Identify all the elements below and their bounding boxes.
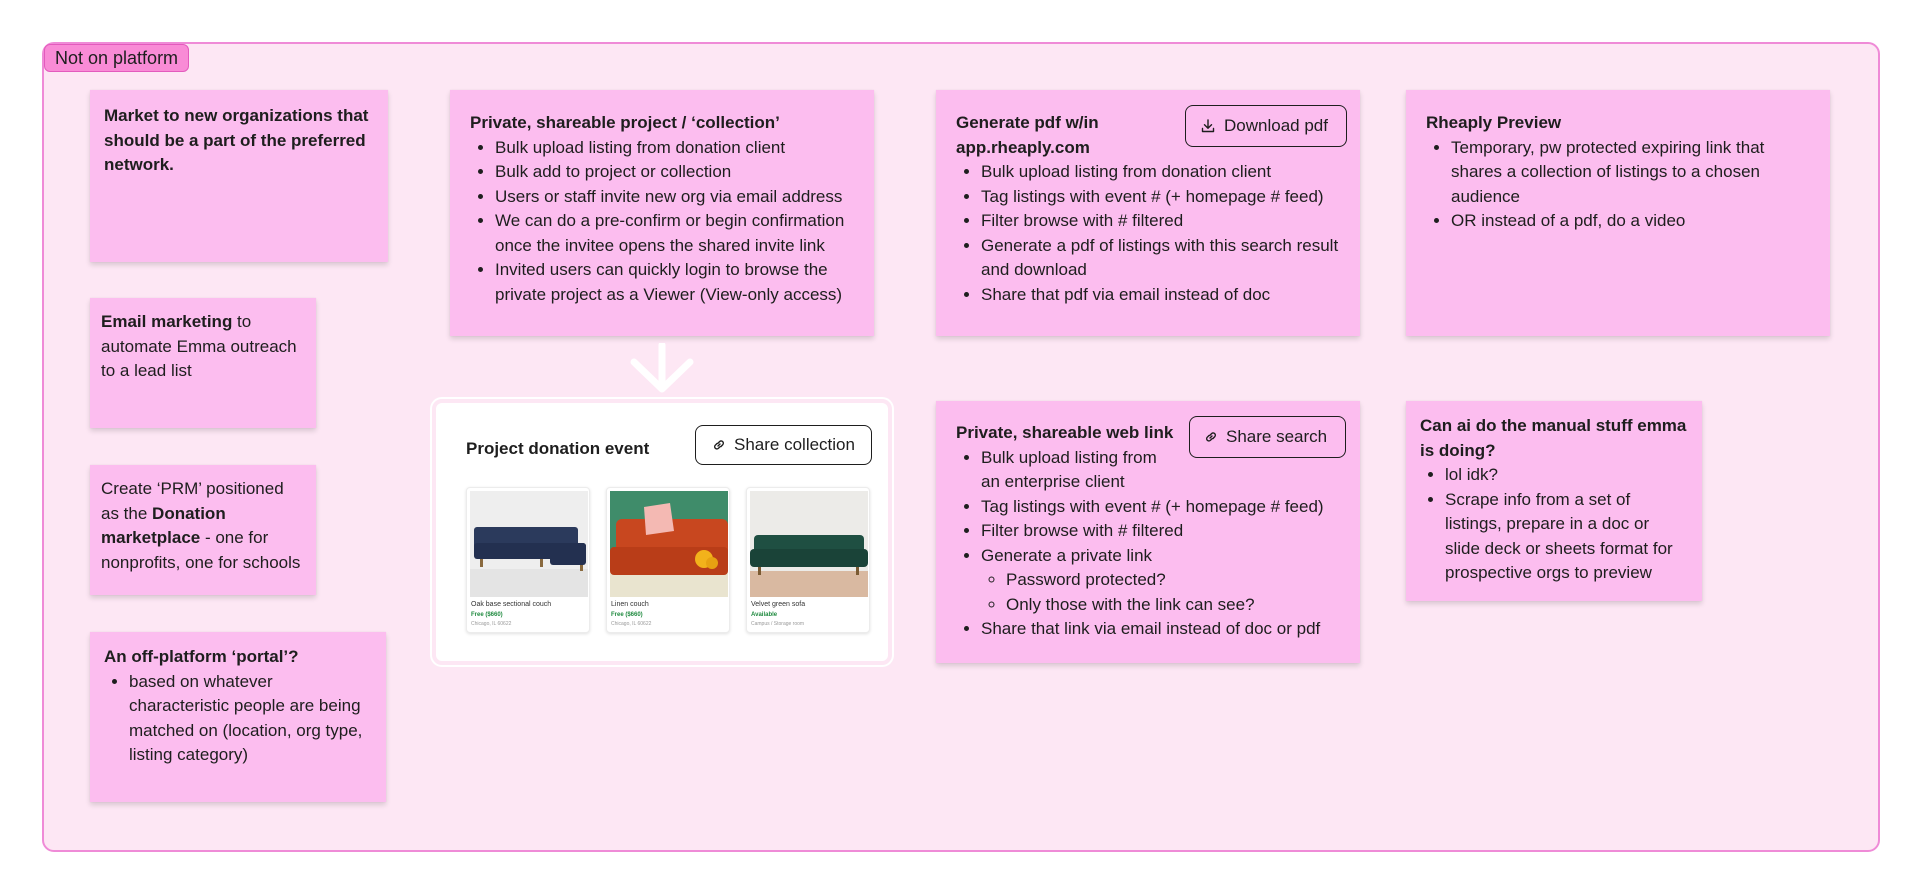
list-item: • lol idk? — [1445, 463, 1688, 488]
share-search-label: Share search — [1226, 427, 1328, 446]
listing-name: Velvet green sofa — [751, 601, 806, 608]
list-item: • Filter browse with # filtered — [981, 209, 1340, 234]
listing-card[interactable] — [746, 487, 870, 633]
sticky-project-title: Private, shareable project / ‘collection’ — [470, 113, 780, 132]
share-collection-button[interactable] — [695, 425, 872, 465]
list-item — [981, 544, 1340, 618]
sticky-preview-list — [1426, 136, 1810, 234]
download-pdf-label: Download pdf — [1224, 116, 1328, 135]
sticky-ai-list — [1420, 463, 1688, 586]
list-item: • We can do a pre-confirm or begin confirmation once the invitee opens the shared invite link — [495, 209, 854, 258]
sticky-market[interactable] — [90, 90, 388, 262]
listing-card[interactable] — [606, 487, 730, 633]
list-item: ◦ Only those with the link can see? — [1006, 593, 1340, 618]
listing-price: Free ($660) — [471, 612, 503, 618]
listing-name: Linen couch — [611, 601, 649, 608]
sticky-ai[interactable] — [1406, 401, 1702, 601]
list-item: • Temporary, pw protected expiring link that shares a collection of listings to a chosen audience — [1451, 136, 1810, 210]
sticky-prm-pre: Create ‘PRM’ positioned as the — [101, 479, 284, 523]
listing-location: Chicago, IL 60622 — [471, 621, 512, 627]
listing-image-sectional — [470, 491, 588, 597]
list-item: • OR instead of a pdf, do a video — [1451, 209, 1810, 234]
list-item-text: Generate a private link — [981, 545, 1153, 565]
sticky-weblink-list — [956, 446, 1340, 642]
sticky-email[interactable] — [90, 298, 316, 428]
sticky-pdf-list — [956, 160, 1340, 307]
list-item: • Bulk upload listing from an enterprise client — [981, 446, 1171, 495]
sticky-prm-bold: Donation marketplace — [101, 503, 226, 547]
collection-panel[interactable] — [432, 399, 892, 665]
listing-name: Oak base sectional couch — [471, 601, 552, 608]
listing-location: Chicago, IL 60622 — [611, 621, 652, 627]
sticky-portal[interactable] — [90, 632, 386, 802]
download-icon — [1200, 118, 1216, 134]
list-item: • based on whatever characteristic people are being matched on (location, org type, listing category) — [129, 670, 372, 768]
sticky-portal-list — [104, 670, 372, 768]
list-item: • Share that link via email instead of doc or pdf — [981, 617, 1340, 642]
list-item: • Filter browse with # filtered — [981, 519, 1340, 544]
list-item: • Tag listings with event # (+ homepage # feed) — [981, 185, 1340, 210]
sticky-prm[interactable] — [90, 465, 316, 595]
list-item: • Bulk upload listing from donation client — [495, 136, 854, 161]
download-pdf-button[interactable] — [1185, 105, 1347, 147]
list-item: • Generate a pdf of listings with this search result and download — [981, 234, 1340, 283]
sticky-weblink-title: Private, shareable web link — [956, 423, 1174, 442]
sticky-preview-title: Rheaply Preview — [1426, 113, 1562, 132]
link-icon — [1204, 430, 1218, 444]
sticky-rheaply-preview[interactable] — [1406, 90, 1830, 336]
listing-image-velvet-sofa — [750, 491, 868, 597]
sticky-prm-post: - one for nonprofits, one for schools — [101, 528, 301, 572]
sticky-pdf-title: Generate pdf w/in app.rheaply.com — [956, 113, 1099, 157]
listing-card[interactable] — [466, 487, 590, 633]
list-item: ◦ Password protected? — [1006, 568, 1340, 593]
share-collection-label: Share collection — [734, 435, 855, 454]
list-item: • Invited users can quickly login to browse the private project as a Viewer (View-only access) — [495, 258, 854, 307]
sticky-portal-title: An off-platform ‘portal’? — [104, 647, 299, 666]
sticky-weblink-sublist — [981, 568, 1340, 617]
section-label[interactable]: Not on platform — [44, 44, 189, 72]
list-item: • Bulk add to project or collection — [495, 160, 854, 185]
list-item: • Tag listings with event # (+ homepage # feed) — [981, 495, 1340, 520]
sticky-project[interactable] — [450, 90, 874, 336]
listing-price: Free ($660) — [611, 612, 643, 618]
sticky-project-list — [470, 136, 854, 308]
collection-title: Project donation event — [466, 439, 650, 458]
listing-location: Campus / Storage room — [751, 621, 805, 627]
sticky-email-bold: Email marketing — [101, 312, 233, 331]
sticky-market-text: Market to new organizations that should be a part of the preferred network. — [104, 106, 369, 174]
list-item: • Scrape info from a set of listings, prepare in a doc or slide deck or sheets format for prospective orgs to preview — [1445, 488, 1688, 586]
listing-image-linen-couch — [610, 491, 728, 597]
list-item: • Bulk upload listing from donation client — [981, 160, 1340, 185]
link-icon — [712, 438, 726, 452]
sticky-email-text: to automate Emma outreach to a lead list — [101, 312, 297, 380]
share-search-button[interactable] — [1189, 416, 1346, 458]
sticky-ai-title: Can ai do the manual stuff emma is doing? — [1420, 416, 1687, 460]
listing-price: Available — [751, 612, 778, 618]
down-arrow-icon — [629, 343, 695, 395]
list-item: • Share that pdf via email instead of doc — [981, 283, 1340, 308]
list-item: • Users or staff invite new org via email address — [495, 185, 854, 210]
